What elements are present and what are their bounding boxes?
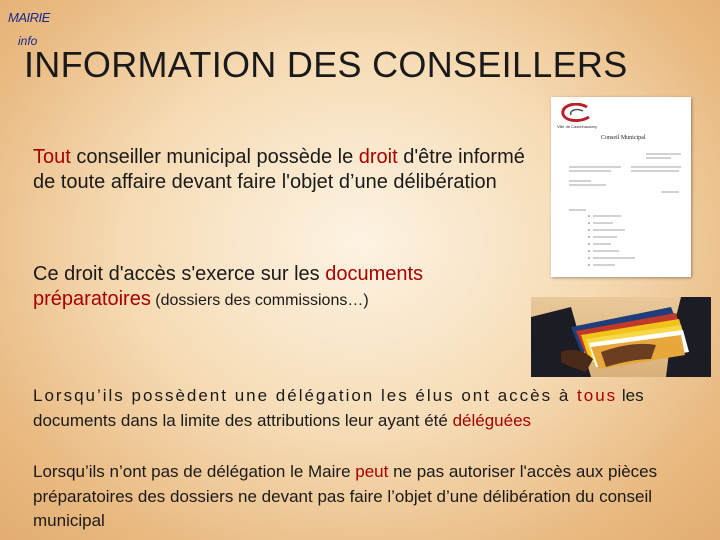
emphasis-tout: Tout: [33, 146, 71, 168]
paragraph-with-delegation: [33, 384, 720, 433]
paragraph-without-delegation: [33, 460, 720, 534]
emphasis-tous: tous: [577, 386, 618, 405]
paragraph4-text-a: Lorsqu’ils n’ont pas de délégation le Maire: [33, 462, 356, 481]
emphasis-documents-preparatoires: documents préparatoires: [33, 263, 424, 310]
paragraph4-text-b: ne pas autoriser l'accès aux pièces préparatoires des dossiers ne devant pas faire l’objet d’une délibération du conseil municipal: [33, 462, 658, 531]
city-logo-icon: [559, 103, 593, 123]
paragraph1-text-b: d'être informé de toute affaire devant faire l'objet d’une délibération: [33, 146, 525, 193]
brand-label: MAIRIE: [8, 10, 50, 25]
logo-caption: Ville de Castelnaudary: [557, 124, 597, 129]
paragraph3-text-b: les documents dans la limite des attributions leur ayant été: [33, 386, 644, 430]
emphasis-droit: droit: [358, 146, 398, 168]
council-document-image: [551, 97, 691, 277]
emphasis-deleguees: déléguées: [452, 410, 532, 430]
brand-sub-label: info: [18, 34, 38, 48]
emphasis-peut: peut: [355, 462, 389, 481]
paragraph1-text-a: conseiller municipal possède le: [70, 146, 359, 168]
paragraph2-small-note: (dossiers des commissions…): [150, 292, 369, 309]
paragraph3-text-a: Lorsqu’ils possèdent une délégation les élus ont accès à: [33, 386, 578, 405]
folders-photo: [531, 297, 711, 377]
folders-illustration-icon: [531, 297, 711, 377]
paragraph-access-documents: [33, 262, 533, 312]
page-title: INFORMATION DES CONSEILLERS: [24, 44, 628, 85]
paragraph2-text-a: Ce droit d'accès s'exerce sur les: [33, 263, 326, 285]
document-title: Conseil Municipal: [601, 135, 646, 141]
paragraph-right-to-information: [33, 145, 533, 195]
